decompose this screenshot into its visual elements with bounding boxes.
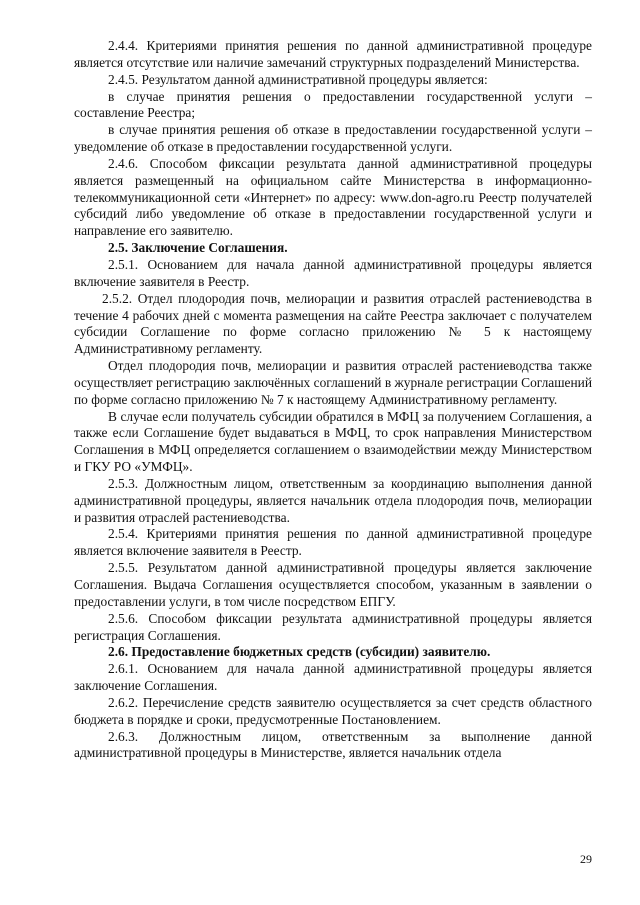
section-heading-2-6: 2.6. Предоставление бюджетных средств (субсидии) заявителю. [108, 644, 491, 660]
paragraph-2-5-2-registration: Отдел плодородия почв, мелиорации и развития отраслей растениеводства также осуществляет регистрацию заключённых соглашений в журнале регистрации Соглашений по форме согласно приложению № 7 к настоящему Административному регламенту. [74, 358, 592, 407]
document-body [74, 38, 592, 762]
paragraph-2-5-4: 2.5.4. Критериями принятия решения по данной административной процедуре является включение заявителя в Реестр. [74, 526, 592, 559]
paragraph-2-4-5-case-refuse: в случае принятия решения об отказе в предоставлении государственной услуги – уведомление об отказе в предоставлении государственной услуги. [74, 122, 592, 155]
paragraph-2-5-2: 2.5.2. Отдел плодородия почв, мелиорации и развития отраслей растениеводства в течение 4 рабочих дней с момента размещения на сайте Реестра заключает с получателем субсидии Соглашение по форме согласно приложению № 5 к настоящему Административному регламенту. [74, 290, 592, 357]
paragraph-2-6-3: 2.6.3. Должностным лицом, ответственным за выполнение данной административной процедуры в Министерстве, является начальник отдела [74, 728, 592, 761]
paragraph-2-5-1: 2.5.1. Основанием для начала данной административной процедуры является включение заявителя в Реестр. [74, 256, 592, 289]
page-number: 29 [580, 852, 592, 866]
paragraph-2-6-1: 2.6.1. Основанием для начала данной административной процедуры является заключение Соглашения. [74, 661, 592, 694]
paragraph-2-5-6: 2.5.6. Способом фиксации результата административной процедуры является регистрация Соглашения. [74, 610, 592, 643]
paragraph-2-5-3: 2.5.3. Должностным лицом, ответственным за координацию выполнения данной административной процедуры, является начальник отдела плодородия почв, мелиорации и развития отраслей растениеводства. [74, 475, 592, 525]
paragraph-2-6-2: 2.6.2. Перечисление средств заявителю осуществляется за счет средств областного бюджета в порядке и сроки, предусмотренные Постановлением. [74, 694, 592, 727]
paragraph-2-5-5: 2.5.5. Результатом данной административной процедуры является заключение Соглашения. Выдача Соглашения осуществляется способом, указанным в заявлении о предоставлении услуги, в том числе посредством ЕПГУ. [74, 560, 592, 609]
paragraph-2-4-4: 2.4.4. Критериями принятия решения по данной административной процедуре является отсутствие или наличие замечаний структурных подразделений Министерства. [74, 38, 592, 70]
paragraph-2-4-6: 2.4.6. Способом фиксации результата данной административной процедуры является размещенный на официальном сайте Министерства в информационно-телекоммуникационной сети «Интернет» по адресу: www.don-agro.ru Реестр получателей субсидий либо уведомление об отказе в предоставлении государственной услуги и направление его заявителю. [74, 155, 592, 239]
paragraph-2-5-2-mfc: В случае если получатель субсидии обратился в МФЦ за получением Соглашения, а также если Соглашение будет выдаваться в МФЦ, то срок направления Министерством Соглашения в МФЦ определяется соглашением о взаимодействии между Министерством и ГКУ РО «УМФЦ». [74, 408, 592, 475]
paragraph-2-4-5-case-grant: в случае принятия решения о предоставлении государственной услуги – составление Реестра; [74, 88, 592, 121]
section-heading-2-5: 2.5. Заключение Соглашения. [108, 240, 288, 256]
paragraph-2-4-5: 2.4.5. Результатом данной административной процедуры является: [108, 71, 488, 87]
